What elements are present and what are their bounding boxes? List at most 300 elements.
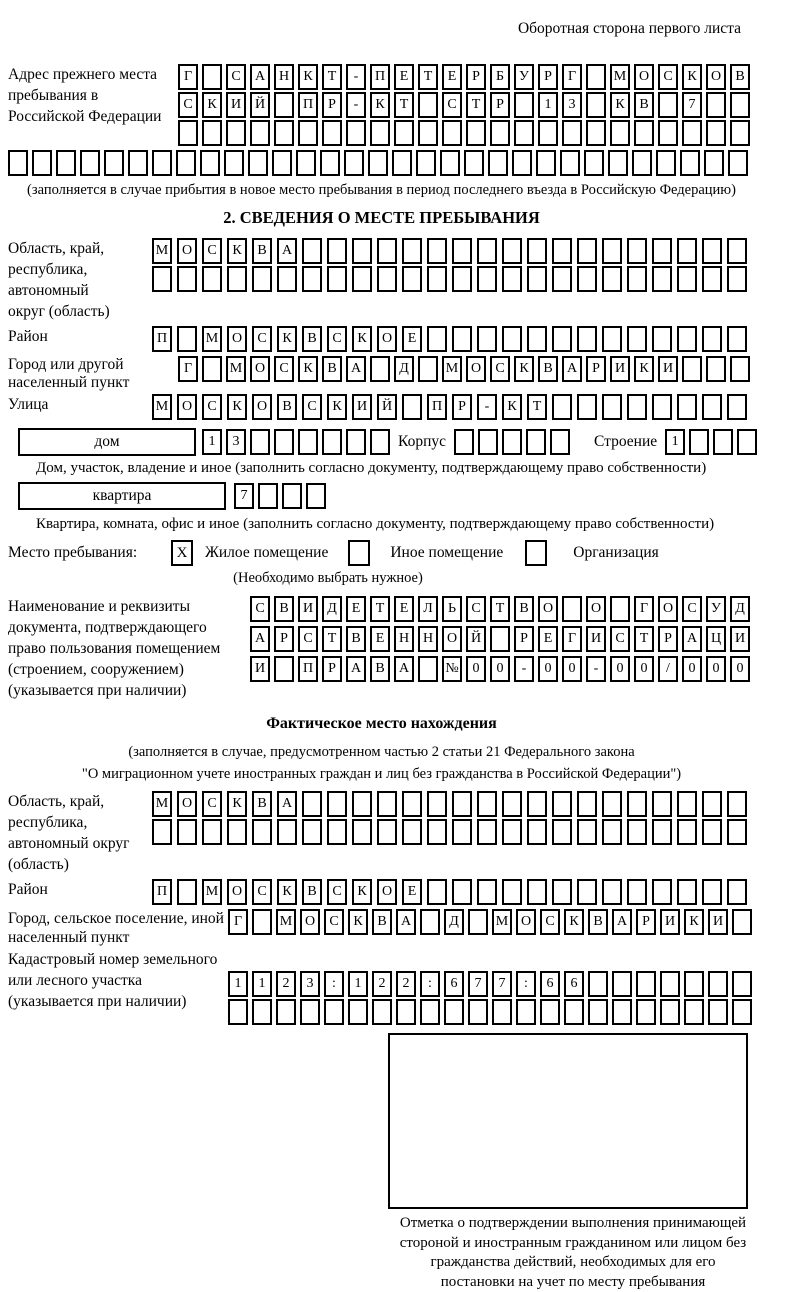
char-cell[interactable]: О bbox=[538, 596, 558, 622]
char-cell[interactable]: С bbox=[442, 92, 462, 118]
char-cell[interactable] bbox=[577, 879, 597, 905]
char-cell[interactable] bbox=[477, 238, 497, 264]
char-cell[interactable] bbox=[612, 971, 632, 997]
char-cell[interactable]: Т bbox=[466, 92, 486, 118]
char-cell[interactable]: Р bbox=[538, 64, 558, 90]
char-cell[interactable]: - bbox=[514, 656, 534, 682]
char-cell[interactable] bbox=[552, 238, 572, 264]
char-cell[interactable] bbox=[276, 999, 296, 1025]
char-cell[interactable] bbox=[56, 150, 76, 176]
char-cell[interactable]: К bbox=[227, 791, 247, 817]
char-cell[interactable] bbox=[682, 356, 702, 382]
char-cell[interactable]: К bbox=[277, 879, 297, 905]
char-cell[interactable]: А bbox=[612, 909, 632, 935]
char-cell[interactable]: В bbox=[634, 92, 654, 118]
char-cell[interactable]: К bbox=[352, 879, 372, 905]
char-cell[interactable]: Б bbox=[490, 64, 510, 90]
char-cell[interactable]: С bbox=[202, 394, 222, 420]
char-cell[interactable]: С bbox=[682, 596, 702, 622]
char-cell[interactable] bbox=[346, 429, 366, 455]
char-cell[interactable] bbox=[527, 791, 547, 817]
char-cell[interactable]: Й bbox=[377, 394, 397, 420]
char-cell[interactable]: К bbox=[370, 92, 390, 118]
char-cell[interactable] bbox=[677, 266, 697, 292]
char-cell[interactable] bbox=[502, 266, 522, 292]
char-cell[interactable]: Т bbox=[634, 626, 654, 652]
char-cell[interactable]: Г bbox=[228, 909, 248, 935]
char-cell[interactable]: Г bbox=[634, 596, 654, 622]
char-cell[interactable] bbox=[682, 120, 702, 146]
char-cell[interactable] bbox=[652, 238, 672, 264]
char-cell[interactable] bbox=[377, 819, 397, 845]
char-cell[interactable] bbox=[702, 819, 722, 845]
char-cell[interactable]: О bbox=[516, 909, 536, 935]
char-cell[interactable]: К bbox=[277, 326, 297, 352]
char-cell[interactable] bbox=[704, 150, 724, 176]
char-cell[interactable]: Ь bbox=[442, 596, 462, 622]
char-cell[interactable] bbox=[477, 879, 497, 905]
char-cell[interactable] bbox=[602, 394, 622, 420]
char-cell[interactable] bbox=[452, 819, 472, 845]
char-cell[interactable] bbox=[477, 326, 497, 352]
char-cell[interactable]: С bbox=[302, 394, 322, 420]
char-cell[interactable] bbox=[352, 819, 372, 845]
char-cell[interactable] bbox=[588, 971, 608, 997]
char-cell[interactable] bbox=[468, 999, 488, 1025]
char-cell[interactable]: О bbox=[300, 909, 320, 935]
char-cell[interactable]: М bbox=[152, 394, 172, 420]
char-cell[interactable] bbox=[152, 150, 172, 176]
char-cell[interactable] bbox=[327, 238, 347, 264]
char-cell[interactable] bbox=[727, 238, 747, 264]
char-cell[interactable]: 3 bbox=[300, 971, 320, 997]
char-cell[interactable]: Ц bbox=[706, 626, 726, 652]
char-cell[interactable]: О bbox=[442, 626, 462, 652]
char-cell[interactable]: В bbox=[730, 64, 750, 90]
char-cell[interactable]: П bbox=[298, 656, 318, 682]
char-cell[interactable] bbox=[250, 429, 270, 455]
char-cell[interactable] bbox=[490, 120, 510, 146]
char-cell[interactable] bbox=[478, 429, 498, 455]
char-cell[interactable]: И bbox=[298, 596, 318, 622]
char-cell[interactable]: Р bbox=[274, 626, 294, 652]
char-cell[interactable]: М bbox=[202, 326, 222, 352]
char-cell[interactable] bbox=[452, 791, 472, 817]
char-cell[interactable] bbox=[708, 999, 728, 1025]
char-cell[interactable] bbox=[527, 238, 547, 264]
char-cell[interactable] bbox=[586, 64, 606, 90]
char-cell[interactable] bbox=[452, 879, 472, 905]
char-cell[interactable] bbox=[527, 266, 547, 292]
char-cell[interactable] bbox=[584, 150, 604, 176]
char-cell[interactable] bbox=[178, 120, 198, 146]
char-cell[interactable] bbox=[552, 326, 572, 352]
char-cell[interactable]: 7 bbox=[682, 92, 702, 118]
char-cell[interactable]: С bbox=[327, 879, 347, 905]
char-cell[interactable] bbox=[372, 999, 392, 1025]
char-cell[interactable]: О bbox=[466, 356, 486, 382]
char-cell[interactable] bbox=[552, 879, 572, 905]
char-cell[interactable]: И bbox=[352, 394, 372, 420]
char-cell[interactable]: Д bbox=[322, 596, 342, 622]
char-cell[interactable] bbox=[277, 819, 297, 845]
char-cell[interactable]: В bbox=[514, 596, 534, 622]
char-cell[interactable] bbox=[300, 999, 320, 1025]
char-cell[interactable]: Т bbox=[394, 92, 414, 118]
char-cell[interactable]: 7 bbox=[234, 483, 254, 509]
char-cell[interactable] bbox=[377, 266, 397, 292]
char-cell[interactable] bbox=[702, 791, 722, 817]
char-cell[interactable]: Е bbox=[402, 326, 422, 352]
char-cell[interactable] bbox=[227, 266, 247, 292]
char-cell[interactable]: О bbox=[177, 394, 197, 420]
char-cell[interactable] bbox=[468, 909, 488, 935]
char-cell[interactable]: 0 bbox=[706, 656, 726, 682]
char-cell[interactable] bbox=[586, 120, 606, 146]
char-cell[interactable] bbox=[420, 999, 440, 1025]
char-cell[interactable]: 1 bbox=[348, 971, 368, 997]
char-cell[interactable]: Е bbox=[346, 596, 366, 622]
char-cell[interactable]: А bbox=[250, 626, 270, 652]
char-cell[interactable] bbox=[502, 819, 522, 845]
char-cell[interactable]: И bbox=[730, 626, 750, 652]
char-cell[interactable] bbox=[418, 656, 438, 682]
char-cell[interactable]: М bbox=[442, 356, 462, 382]
char-cell[interactable]: А bbox=[396, 909, 416, 935]
char-cell[interactable] bbox=[327, 266, 347, 292]
char-cell[interactable]: - bbox=[346, 64, 366, 90]
char-cell[interactable] bbox=[684, 971, 704, 997]
char-cell[interactable]: О bbox=[706, 64, 726, 90]
char-cell[interactable] bbox=[730, 92, 750, 118]
char-cell[interactable]: В bbox=[302, 326, 322, 352]
char-cell[interactable] bbox=[226, 120, 246, 146]
char-cell[interactable] bbox=[727, 326, 747, 352]
char-cell[interactable] bbox=[727, 879, 747, 905]
char-cell[interactable] bbox=[322, 429, 342, 455]
char-cell[interactable]: С bbox=[178, 92, 198, 118]
char-cell[interactable] bbox=[502, 429, 522, 455]
char-cell[interactable]: Г bbox=[178, 356, 198, 382]
char-cell[interactable] bbox=[732, 971, 752, 997]
char-cell[interactable] bbox=[282, 483, 302, 509]
char-cell[interactable]: М bbox=[202, 879, 222, 905]
char-cell[interactable] bbox=[348, 999, 368, 1025]
char-cell[interactable] bbox=[427, 238, 447, 264]
char-cell[interactable]: К bbox=[634, 356, 654, 382]
char-cell[interactable]: Л bbox=[418, 596, 438, 622]
char-cell[interactable]: К bbox=[227, 238, 247, 264]
char-cell[interactable] bbox=[402, 394, 422, 420]
char-cell[interactable]: 3 bbox=[226, 429, 246, 455]
char-cell[interactable]: М bbox=[492, 909, 512, 935]
char-cell[interactable]: О bbox=[252, 394, 272, 420]
char-cell[interactable] bbox=[610, 120, 630, 146]
char-cell[interactable] bbox=[658, 120, 678, 146]
char-cell[interactable]: Т bbox=[418, 64, 438, 90]
char-cell[interactable] bbox=[610, 596, 630, 622]
char-cell[interactable] bbox=[402, 266, 422, 292]
char-cell[interactable]: В bbox=[252, 238, 272, 264]
char-cell[interactable]: В bbox=[370, 656, 390, 682]
char-cell[interactable] bbox=[636, 999, 656, 1025]
char-cell[interactable] bbox=[177, 266, 197, 292]
char-cell[interactable]: В bbox=[346, 626, 366, 652]
char-cell[interactable] bbox=[702, 879, 722, 905]
char-cell[interactable]: М bbox=[610, 64, 630, 90]
char-cell[interactable]: О bbox=[658, 596, 678, 622]
char-cell[interactable] bbox=[274, 656, 294, 682]
char-cell[interactable] bbox=[402, 791, 422, 817]
char-cell[interactable] bbox=[652, 819, 672, 845]
char-cell[interactable] bbox=[586, 92, 606, 118]
char-cell[interactable]: У bbox=[514, 64, 534, 90]
char-cell[interactable] bbox=[702, 266, 722, 292]
char-cell[interactable] bbox=[454, 429, 474, 455]
char-cell[interactable] bbox=[442, 120, 462, 146]
char-cell[interactable] bbox=[627, 394, 647, 420]
char-cell[interactable] bbox=[352, 266, 372, 292]
char-cell[interactable] bbox=[634, 120, 654, 146]
char-cell[interactable] bbox=[227, 819, 247, 845]
char-cell[interactable]: Е bbox=[442, 64, 462, 90]
char-cell[interactable] bbox=[627, 238, 647, 264]
char-cell[interactable] bbox=[377, 238, 397, 264]
char-cell[interactable]: - bbox=[346, 92, 366, 118]
char-cell[interactable]: 2 bbox=[276, 971, 296, 997]
char-cell[interactable] bbox=[602, 819, 622, 845]
char-cell[interactable] bbox=[684, 999, 704, 1025]
char-cell[interactable] bbox=[502, 326, 522, 352]
char-cell[interactable]: Р bbox=[322, 656, 342, 682]
char-cell[interactable]: Т bbox=[527, 394, 547, 420]
char-cell[interactable]: К bbox=[502, 394, 522, 420]
char-cell[interactable]: Е bbox=[538, 626, 558, 652]
char-cell[interactable] bbox=[512, 150, 532, 176]
char-cell[interactable] bbox=[516, 999, 536, 1025]
char-cell[interactable] bbox=[727, 819, 747, 845]
char-cell[interactable]: 7 bbox=[468, 971, 488, 997]
char-cell[interactable]: С bbox=[540, 909, 560, 935]
char-cell[interactable]: 1 bbox=[538, 92, 558, 118]
char-cell[interactable] bbox=[152, 819, 172, 845]
char-cell[interactable]: Т bbox=[322, 64, 342, 90]
char-cell[interactable] bbox=[302, 266, 322, 292]
char-cell[interactable] bbox=[177, 819, 197, 845]
char-cell[interactable]: Т bbox=[370, 596, 390, 622]
char-cell[interactable]: С bbox=[298, 626, 318, 652]
char-cell[interactable] bbox=[452, 238, 472, 264]
char-cell[interactable]: Е bbox=[370, 626, 390, 652]
char-cell[interactable]: К bbox=[348, 909, 368, 935]
char-cell[interactable]: Д bbox=[444, 909, 464, 935]
char-cell[interactable] bbox=[252, 819, 272, 845]
char-cell[interactable]: Г bbox=[562, 64, 582, 90]
char-cell[interactable] bbox=[302, 819, 322, 845]
char-cell[interactable] bbox=[274, 429, 294, 455]
char-cell[interactable]: С bbox=[226, 64, 246, 90]
char-cell[interactable] bbox=[176, 150, 196, 176]
char-cell[interactable]: Й bbox=[466, 626, 486, 652]
char-cell[interactable] bbox=[452, 326, 472, 352]
char-cell[interactable] bbox=[152, 266, 172, 292]
char-cell[interactable] bbox=[80, 150, 100, 176]
char-cell[interactable] bbox=[702, 326, 722, 352]
char-cell[interactable] bbox=[252, 999, 272, 1025]
char-cell[interactable] bbox=[562, 120, 582, 146]
char-cell[interactable] bbox=[552, 791, 572, 817]
char-cell[interactable]: К bbox=[684, 909, 704, 935]
char-cell[interactable] bbox=[702, 238, 722, 264]
char-cell[interactable] bbox=[368, 150, 388, 176]
char-cell[interactable] bbox=[552, 819, 572, 845]
char-cell[interactable]: И bbox=[708, 909, 728, 935]
char-cell[interactable]: А bbox=[346, 656, 366, 682]
char-cell[interactable]: 0 bbox=[634, 656, 654, 682]
char-cell[interactable]: П bbox=[298, 92, 318, 118]
char-cell[interactable]: С bbox=[202, 791, 222, 817]
char-cell[interactable] bbox=[202, 64, 222, 90]
char-cell[interactable]: П bbox=[152, 326, 172, 352]
char-cell[interactable] bbox=[550, 429, 570, 455]
char-cell[interactable] bbox=[652, 879, 672, 905]
char-cell[interactable] bbox=[660, 999, 680, 1025]
char-cell[interactable] bbox=[394, 120, 414, 146]
char-cell[interactable] bbox=[526, 429, 546, 455]
char-cell[interactable] bbox=[8, 150, 28, 176]
char-cell[interactable]: 2 bbox=[396, 971, 416, 997]
char-cell[interactable] bbox=[492, 999, 512, 1025]
char-cell[interactable]: К bbox=[514, 356, 534, 382]
char-cell[interactable] bbox=[296, 150, 316, 176]
checkbox-zhiloe[interactable]: X bbox=[171, 540, 193, 566]
char-cell[interactable]: А bbox=[562, 356, 582, 382]
char-cell[interactable]: А bbox=[277, 791, 297, 817]
char-cell[interactable]: : bbox=[516, 971, 536, 997]
char-cell[interactable]: / bbox=[658, 656, 678, 682]
char-cell[interactable]: П bbox=[427, 394, 447, 420]
char-cell[interactable]: - bbox=[586, 656, 606, 682]
char-cell[interactable] bbox=[302, 238, 322, 264]
char-cell[interactable]: Р bbox=[466, 64, 486, 90]
char-cell[interactable] bbox=[652, 266, 672, 292]
char-cell[interactable] bbox=[577, 394, 597, 420]
char-cell[interactable]: С bbox=[658, 64, 678, 90]
char-cell[interactable] bbox=[344, 150, 364, 176]
char-cell[interactable]: С bbox=[274, 356, 294, 382]
char-cell[interactable] bbox=[402, 819, 422, 845]
char-cell[interactable]: 0 bbox=[538, 656, 558, 682]
char-cell[interactable]: В bbox=[252, 791, 272, 817]
checkbox-inoe[interactable] bbox=[348, 540, 370, 566]
char-cell[interactable]: И bbox=[250, 656, 270, 682]
char-cell[interactable] bbox=[652, 791, 672, 817]
char-cell[interactable] bbox=[627, 266, 647, 292]
dom-box[interactable]: дом bbox=[18, 428, 196, 456]
char-cell[interactable] bbox=[32, 150, 52, 176]
char-cell[interactable]: В bbox=[277, 394, 297, 420]
char-cell[interactable]: Н bbox=[418, 626, 438, 652]
char-cell[interactable]: Р bbox=[490, 92, 510, 118]
char-cell[interactable] bbox=[602, 266, 622, 292]
char-cell[interactable]: 0 bbox=[562, 656, 582, 682]
char-cell[interactable] bbox=[370, 429, 390, 455]
char-cell[interactable] bbox=[713, 429, 733, 455]
char-cell[interactable]: А bbox=[394, 656, 414, 682]
char-cell[interactable]: О bbox=[250, 356, 270, 382]
char-cell[interactable] bbox=[706, 356, 726, 382]
char-cell[interactable] bbox=[612, 999, 632, 1025]
char-cell[interactable]: С bbox=[324, 909, 344, 935]
char-cell[interactable] bbox=[677, 791, 697, 817]
char-cell[interactable]: М bbox=[276, 909, 296, 935]
char-cell[interactable]: М bbox=[226, 356, 246, 382]
char-cell[interactable] bbox=[298, 120, 318, 146]
char-cell[interactable] bbox=[652, 394, 672, 420]
char-cell[interactable]: О bbox=[377, 326, 397, 352]
char-cell[interactable] bbox=[202, 356, 222, 382]
char-cell[interactable] bbox=[728, 150, 748, 176]
char-cell[interactable]: О bbox=[586, 596, 606, 622]
char-cell[interactable]: А bbox=[277, 238, 297, 264]
char-cell[interactable] bbox=[677, 238, 697, 264]
char-cell[interactable] bbox=[252, 909, 272, 935]
char-cell[interactable] bbox=[202, 120, 222, 146]
checkbox-organizatsiya[interactable] bbox=[525, 540, 547, 566]
char-cell[interactable]: К bbox=[327, 394, 347, 420]
char-cell[interactable]: В bbox=[538, 356, 558, 382]
char-cell[interactable]: К bbox=[298, 64, 318, 90]
char-cell[interactable]: П bbox=[370, 64, 390, 90]
char-cell[interactable] bbox=[730, 120, 750, 146]
char-cell[interactable] bbox=[258, 483, 278, 509]
char-cell[interactable]: В bbox=[302, 879, 322, 905]
char-cell[interactable] bbox=[527, 819, 547, 845]
char-cell[interactable]: 0 bbox=[610, 656, 630, 682]
char-cell[interactable]: Т bbox=[490, 596, 510, 622]
char-cell[interactable] bbox=[327, 819, 347, 845]
char-cell[interactable]: О bbox=[177, 238, 197, 264]
char-cell[interactable] bbox=[602, 791, 622, 817]
char-cell[interactable]: О bbox=[177, 791, 197, 817]
char-cell[interactable]: В bbox=[372, 909, 392, 935]
char-cell[interactable]: К bbox=[610, 92, 630, 118]
char-cell[interactable] bbox=[514, 92, 534, 118]
char-cell[interactable] bbox=[577, 791, 597, 817]
char-cell[interactable] bbox=[627, 819, 647, 845]
char-cell[interactable] bbox=[658, 92, 678, 118]
char-cell[interactable]: И bbox=[610, 356, 630, 382]
char-cell[interactable] bbox=[440, 150, 460, 176]
char-cell[interactable]: О bbox=[634, 64, 654, 90]
stamp-box[interactable] bbox=[388, 1033, 748, 1209]
char-cell[interactable]: Д bbox=[730, 596, 750, 622]
char-cell[interactable]: Р bbox=[322, 92, 342, 118]
char-cell[interactable] bbox=[477, 266, 497, 292]
char-cell[interactable] bbox=[502, 791, 522, 817]
char-cell[interactable]: В bbox=[322, 356, 342, 382]
char-cell[interactable] bbox=[514, 120, 534, 146]
char-cell[interactable] bbox=[677, 819, 697, 845]
char-cell[interactable]: Г bbox=[562, 626, 582, 652]
char-cell[interactable]: С bbox=[327, 326, 347, 352]
char-cell[interactable] bbox=[552, 266, 572, 292]
char-cell[interactable]: Н bbox=[274, 64, 294, 90]
char-cell[interactable] bbox=[608, 150, 628, 176]
char-cell[interactable]: У bbox=[706, 596, 726, 622]
char-cell[interactable] bbox=[552, 394, 572, 420]
char-cell[interactable] bbox=[252, 266, 272, 292]
